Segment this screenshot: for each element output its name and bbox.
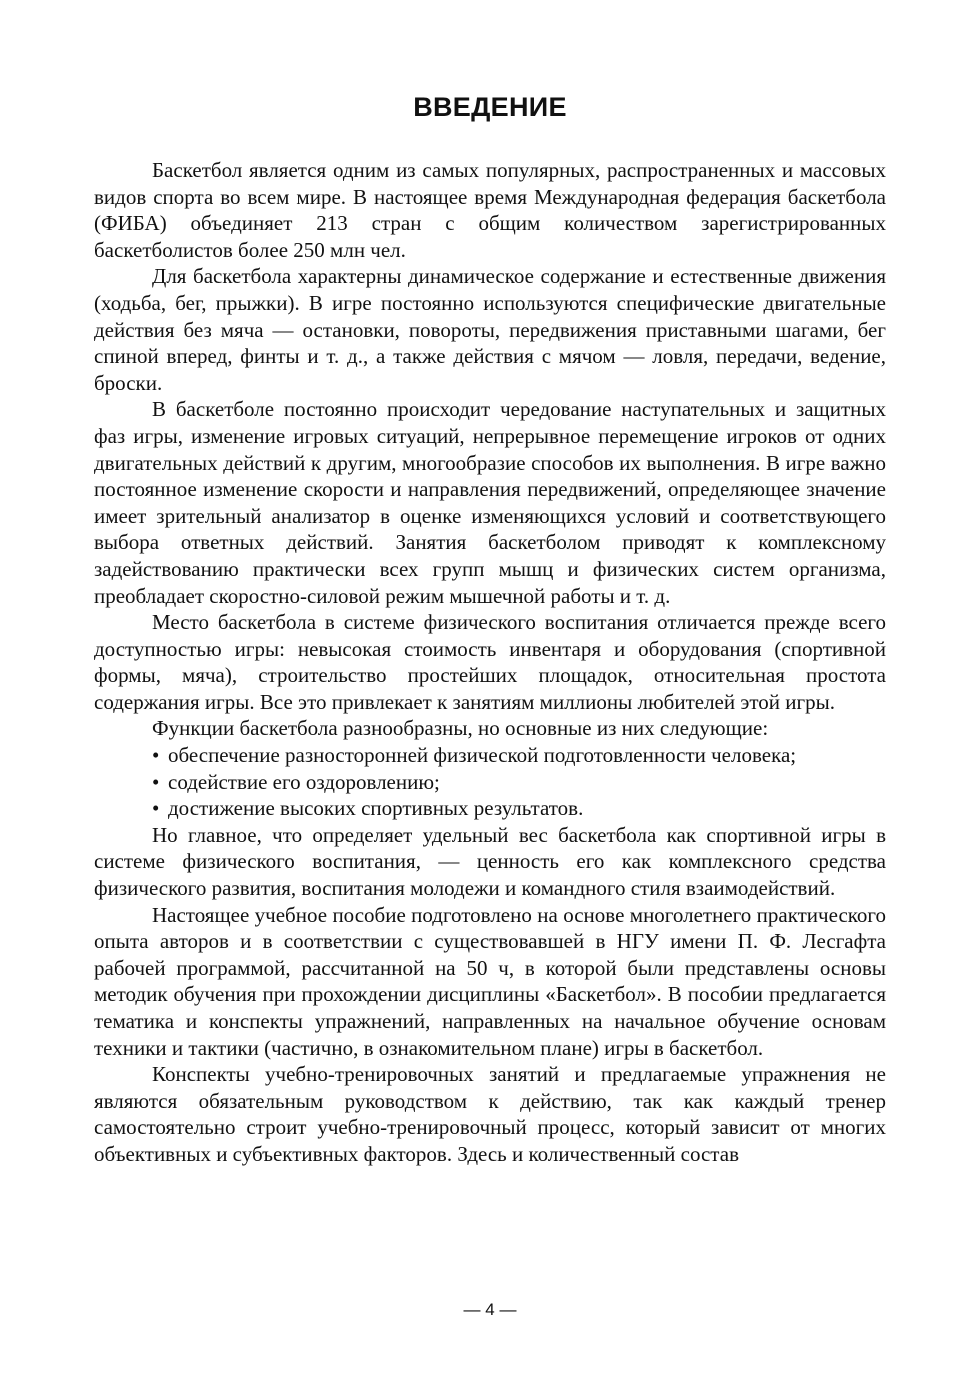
document-body [94,157,886,1168]
paragraph: Функции баскетбола разнообразны, но основные из них следующие: [152,716,769,741]
bullet-icon: • [152,796,160,821]
paragraph: Конспекты учебно-тренировочных занятий и предлагаемые упражнения не являются обязательным руководством к действию, так как каждый тренер самостоятельно строит учебно-тренировочный процесс, который зависит от многих объективных и субъективных факторов. Здесь и количественный состав [94,1062,886,1166]
paragraph: Баскетбол является одним из самых популярных, распространенных и массовых видов спорта во всем мире. В настоящее время Международная федерация баскетбола (ФИБА) объединяет 213 стран с общим количеством зарегистрированных баскетболистов более 250 млн чел. [94,158,886,262]
list-item-text: достижение высоких спортивных результатов. [168,796,584,821]
paragraph: Место баскетбола в системе физического воспитания отличается прежде всего доступностью игры: невысокая стоимость инвентаря и оборудования (спортивной формы, мяча), строительство простейших площадок, относительная простота содержания игры. Все это привлекает к занятиям миллионы любителей этой игры. [94,610,886,714]
list-item-text: обеспечение разносторонней физической подготовленности человека; [168,743,797,768]
functions-list [94,742,886,822]
bullet-icon: • [152,743,160,768]
paragraph: В баскетболе постоянно происходит чередование наступательных и защитных фаз игры, изменение игровых ситуаций, непрерывное перемещение игроков от одних двигательных действий к другим, многообразие способов их выполнения. В игре важно постоянное изменение скорости и направления передвижений, определяющее значение имеет зрительный анализатор в оценке изменяющихся условий и соответствующего выбора ответных действий. Занятия баскетболом приводят к комплексному задействованию практически всех групп мышц и физических систем организма, преобладает скоростно-силовой режим мышечной работы и т. д. [94,397,886,608]
paragraph: Для баскетбола характерны динамическое содержание и естественные движения (ходьба, бег, прыжки). В игре постоянно используются специфические двигательные действия без мяча — остановки, повороты, передвижения приставными шагами, бег спиной вперед, финты и т. д., а также действия с мячом — ловля, передачи, ведение, броски. [94,264,886,395]
page-title: ВВЕДЕНИЕ [413,92,567,122]
list-item [94,742,886,769]
list-item-text: содействие его оздоровлению; [168,769,440,794]
page-number: — 4 — [463,1300,517,1319]
bullet-icon: • [152,769,160,794]
paragraph: Настоящее учебное пособие подготовлено на основе многолетнего практического опыта авторов и в соответствии с существовавшей в НГУ имени П. Ф. Лесгафта рабочей программой, рассчитанной на 50 ч, в которой были представлены основы методик обучения при прохождении дисциплины «Баскетбол». В пособии предлагается тематика и конспекты упражнений, направленных на начальное обучение основам техники и тактики (частично, в ознакомительном плане) игры в баскетбол. [94,902,886,1060]
list-item [94,769,886,796]
list-item [94,795,886,822]
paragraph: Но главное, что определяет удельный вес баскетбола как спортивной игры в системе физического воспитания, — ценность его как комплексного средства физического развития, воспитания молодежи и командного стиля взаимодействий. [94,822,886,901]
